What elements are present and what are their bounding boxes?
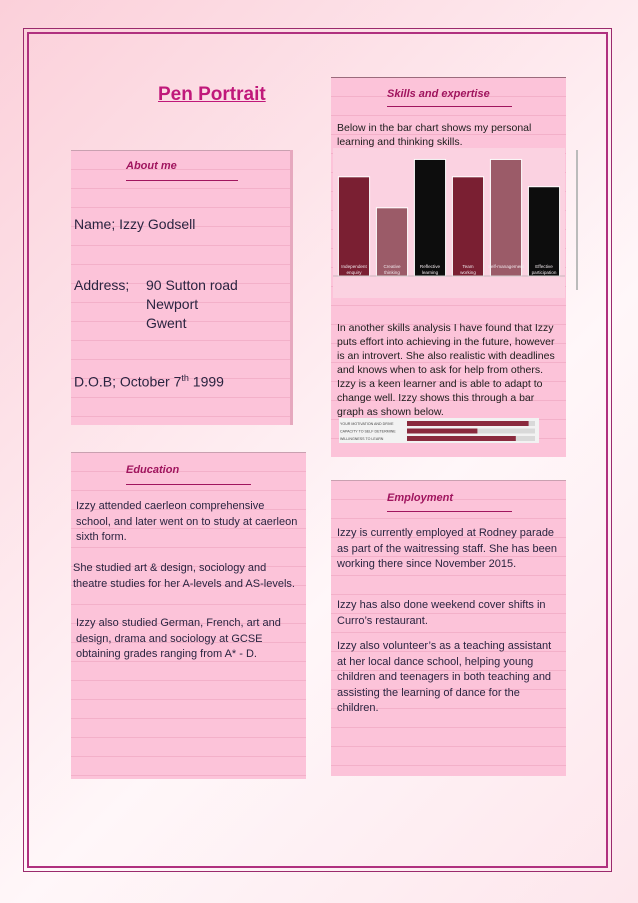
education-panel (71, 452, 306, 779)
skills-bar (528, 187, 559, 276)
motivation-bar (407, 436, 516, 441)
education-paragraph-1: Izzy attended caerleon comprehensive school, and later went on to study at caerleon sixth form. (76, 500, 298, 543)
about-address-line-1: 90 Sutton road (146, 277, 238, 293)
employment-panel (331, 480, 566, 776)
skills-bar-label: Team (462, 264, 474, 269)
motivation-bar-chart-svg (339, 418, 539, 443)
skills-bar-label: Reflective (419, 264, 441, 269)
employment-paragraph-2: Izzy has also done weekend cover shifts in Curro’s restaurant. (337, 599, 546, 627)
skills-panel-edge (576, 150, 578, 290)
page-title: Pen Portrait (158, 84, 266, 105)
skills-bar-chart-svg (333, 148, 565, 298)
employment-heading-underline (387, 511, 512, 512)
motivation-bar-chart (339, 418, 539, 443)
employment-paragraph-1: Izzy is currently employed at Rodney parade as part of the waitressing staff. She has been working there since November 2015. (337, 527, 557, 570)
skills-bar (338, 177, 369, 276)
education-paragraph-3: Izzy also studied German, French, art and design, drama and sociology at GCSE obtaining grades ranging from A* - D. (76, 617, 281, 660)
skills-bar-label: Independent (341, 264, 367, 269)
skills-heading: Skills and expertise (387, 88, 490, 100)
skills-bar-label: enquiry (346, 270, 362, 275)
skills-bar (452, 177, 483, 276)
skills-panel (331, 77, 566, 457)
motivation-bar-label: CAPACITY TO SELF DETERMINE (340, 429, 396, 434)
about-dob-year: 1999 (188, 373, 224, 390)
motivation-bar-label: WILLINGNESS TO LEARN (340, 437, 384, 441)
skills-bar-label: Self-management (487, 264, 525, 269)
employment-paragraph-3: Izzy also volunteer’s as a teaching assistant at her local dance school, helping young children and teenagers in both teaching and assisting the learning of dance for the children. (337, 640, 552, 714)
about-dob (74, 373, 224, 390)
skills-heading-underline (387, 106, 512, 107)
about-me-heading-underline (126, 180, 238, 181)
skills-bar (490, 159, 521, 276)
education-heading-underline (126, 484, 251, 485)
skills-bar-chart (333, 148, 565, 298)
motivation-bar (407, 421, 529, 426)
about-address-label: Address; (74, 277, 130, 293)
skills-bar-label: working (460, 270, 476, 275)
about-me-panel-edge (290, 150, 293, 425)
about-dob-suffix: th (181, 373, 189, 383)
education-heading: Education (126, 464, 180, 476)
skills-bar (414, 159, 445, 276)
skills-analysis: In another skills analysis I have found that Izzy puts effort into achieving in the future, however is an introvert. She also realistic with deadlines and knows when to ask for help from others. Izzy is a keen learner and is able to adapt to change well. Izzy shows this through a bar graph as shown below. (337, 322, 555, 418)
skills-intro: Below in the bar chart shows my personal learning and thinking skills. (337, 122, 532, 148)
about-address-line-3: Gwent (146, 315, 187, 331)
about-address-line-2: Newport (146, 296, 199, 312)
about-name: Name; Izzy Godsell (74, 216, 196, 232)
skills-bar-label: thinking (384, 270, 400, 275)
motivation-bar-label: YOUR MOTIVATION AND DRIVE (340, 422, 394, 426)
employment-heading: Employment (387, 492, 454, 504)
skills-bar-label: learning (421, 270, 439, 275)
skills-bar-label: Creative (383, 264, 401, 269)
motivation-bar (407, 429, 477, 434)
about-me-heading: About me (126, 160, 177, 172)
about-me-panel (71, 150, 293, 425)
about-dob-prefix: D.O.B; October 7 (74, 373, 182, 390)
skills-bar-label: participation (531, 270, 557, 275)
skills-bar-label: Effective (535, 264, 553, 269)
education-paragraph-2: She studied art & design, sociology and theatre studies for her A-levels and AS-levels. (73, 562, 295, 590)
